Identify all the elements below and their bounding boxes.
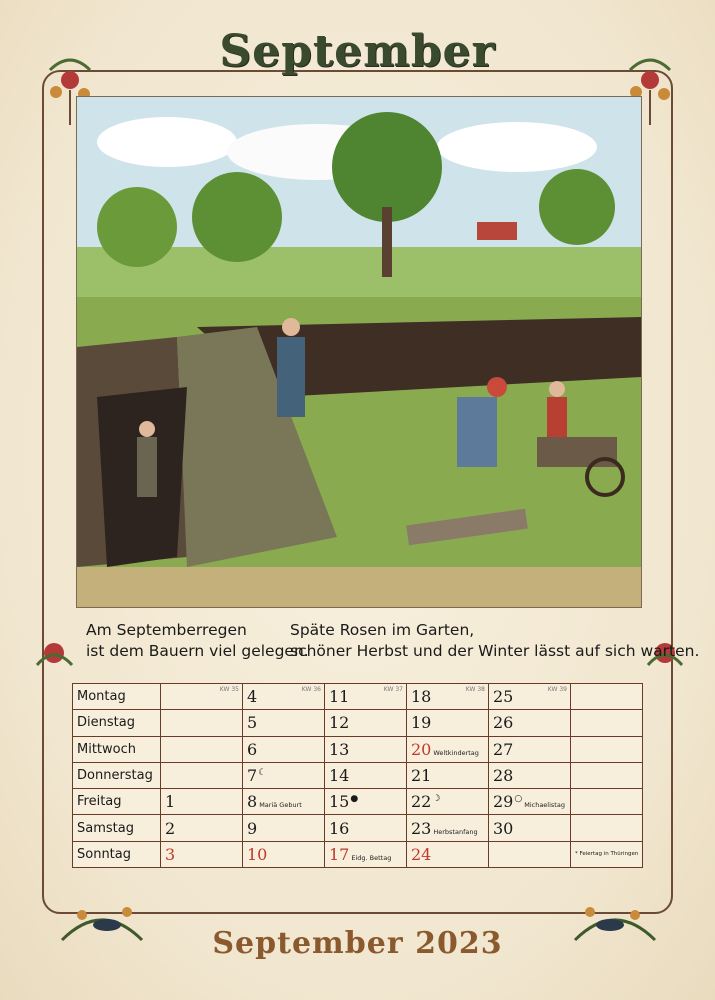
- date-cell: 16: [325, 815, 407, 841]
- date-cell-empty: [571, 815, 643, 841]
- proverb-left-line-2: ist dem Bauern viel gelegen.: [86, 642, 309, 660]
- day-name-samstag: Samstag: [73, 815, 161, 841]
- date-cell: 21: [407, 762, 489, 788]
- date-number: 20: [411, 739, 432, 759]
- calendar-row-sonntag: [73, 841, 643, 867]
- date-cell: 1: [161, 789, 243, 815]
- date-number: 18: [411, 687, 432, 707]
- date-number: 4: [247, 687, 258, 707]
- date-cell: [161, 684, 243, 710]
- rose-ornament-left: [32, 625, 82, 685]
- calendar-row-mittwoch: [73, 736, 643, 762]
- date-number: 8: [247, 792, 258, 812]
- date-cell-empty: [571, 789, 643, 815]
- date-cell-sunday: 10: [243, 841, 325, 867]
- peat-cutting-illustration: [76, 96, 642, 608]
- date-cell-holiday: [407, 736, 489, 762]
- day-name-freitag: Freitag: [73, 789, 161, 815]
- date-cell: 14: [325, 762, 407, 788]
- footnote: * Feiertag in Thüringen: [571, 841, 643, 867]
- date-cell: [407, 815, 489, 841]
- proverb-left: [86, 620, 309, 662]
- date-number: 17: [329, 844, 350, 864]
- week-number: KW 39: [547, 686, 567, 693]
- day-name-mittwoch: Mittwoch: [73, 736, 161, 762]
- date-cell: 5: [243, 710, 325, 736]
- date-cell: 30: [489, 815, 571, 841]
- proverb-right-line-2: schöner Herbst und der Winter lässt auf sich warten.: [290, 642, 700, 660]
- holiday-note: Herbstanfang: [433, 827, 478, 836]
- date-cell: 26: [489, 710, 571, 736]
- date-number: 23: [411, 818, 432, 838]
- proverb-right: [290, 620, 699, 662]
- date-cell-sunday: 24: [407, 841, 489, 867]
- moon-phase-icon: ●: [350, 793, 359, 804]
- date-cell-empty: [571, 762, 643, 788]
- date-cell: 2: [161, 815, 243, 841]
- date-number: 22: [411, 792, 432, 812]
- date-cell: [489, 684, 571, 710]
- date-cell: [407, 684, 489, 710]
- holiday-note: Michaelistag: [524, 801, 565, 810]
- date-cell: [243, 762, 325, 788]
- date-cell: [243, 684, 325, 710]
- day-name-donnerstag: Donnerstag: [73, 762, 161, 788]
- month-calendar-table: [72, 683, 643, 868]
- date-cell-empty: [489, 841, 571, 867]
- calendar-row-montag: [73, 684, 643, 710]
- proverb-right-line-1: Späte Rosen im Garten,: [290, 621, 475, 639]
- holiday-note: Weltkindertag: [433, 748, 479, 757]
- date-cell: 19: [407, 710, 489, 736]
- week-number: KW 36: [301, 686, 321, 693]
- day-name-montag: Montag: [73, 684, 161, 710]
- date-cell: 13: [325, 736, 407, 762]
- moon-phase-icon: ☾: [258, 767, 267, 778]
- date-cell: 27: [489, 736, 571, 762]
- date-number: 7: [247, 765, 258, 785]
- date-cell-empty: [571, 684, 643, 710]
- date-cell: [325, 789, 407, 815]
- date-cell: [243, 789, 325, 815]
- day-name-dienstag: Dienstag: [73, 710, 161, 736]
- date-cell-empty: [571, 710, 643, 736]
- date-number: 29: [493, 792, 514, 812]
- date-cell: 12: [325, 710, 407, 736]
- calendar-row-samstag: [73, 815, 643, 841]
- date-cell-empty: [161, 710, 243, 736]
- date-cell: 28: [489, 762, 571, 788]
- date-cell-sunday: 3: [161, 841, 243, 867]
- date-cell: 9: [243, 815, 325, 841]
- calendar-row-donnerstag: [73, 762, 643, 788]
- moon-phase-icon: ○: [514, 793, 523, 804]
- date-cell: [489, 789, 571, 815]
- date-cell-sunday: [325, 841, 407, 867]
- week-number: KW 37: [383, 686, 403, 693]
- month-title: September: [219, 26, 496, 77]
- calendar-row-freitag: [73, 789, 643, 815]
- date-cell: [407, 789, 489, 815]
- calendar-row-dienstag: [73, 710, 643, 736]
- week-number: KW 38: [465, 686, 485, 693]
- date-cell-empty: [161, 762, 243, 788]
- date-cell: [325, 684, 407, 710]
- date-cell: 6: [243, 736, 325, 762]
- holiday-note: Mariä Geburt: [259, 801, 302, 810]
- date-number: 15: [329, 792, 350, 812]
- footer-month-year: September 2023: [212, 926, 503, 961]
- moon-phase-icon: ☽: [432, 793, 441, 804]
- date-number: 11: [329, 687, 350, 707]
- proverb-left-line-1: Am Septemberregen: [86, 621, 247, 639]
- date-cell-empty: [161, 736, 243, 762]
- date-number: 25: [493, 687, 514, 707]
- date-cell-empty: [571, 736, 643, 762]
- week-number: KW 35: [219, 686, 239, 693]
- day-name-sonntag: Sonntag: [73, 841, 161, 867]
- holiday-note: Eidg. Bettag: [351, 853, 392, 862]
